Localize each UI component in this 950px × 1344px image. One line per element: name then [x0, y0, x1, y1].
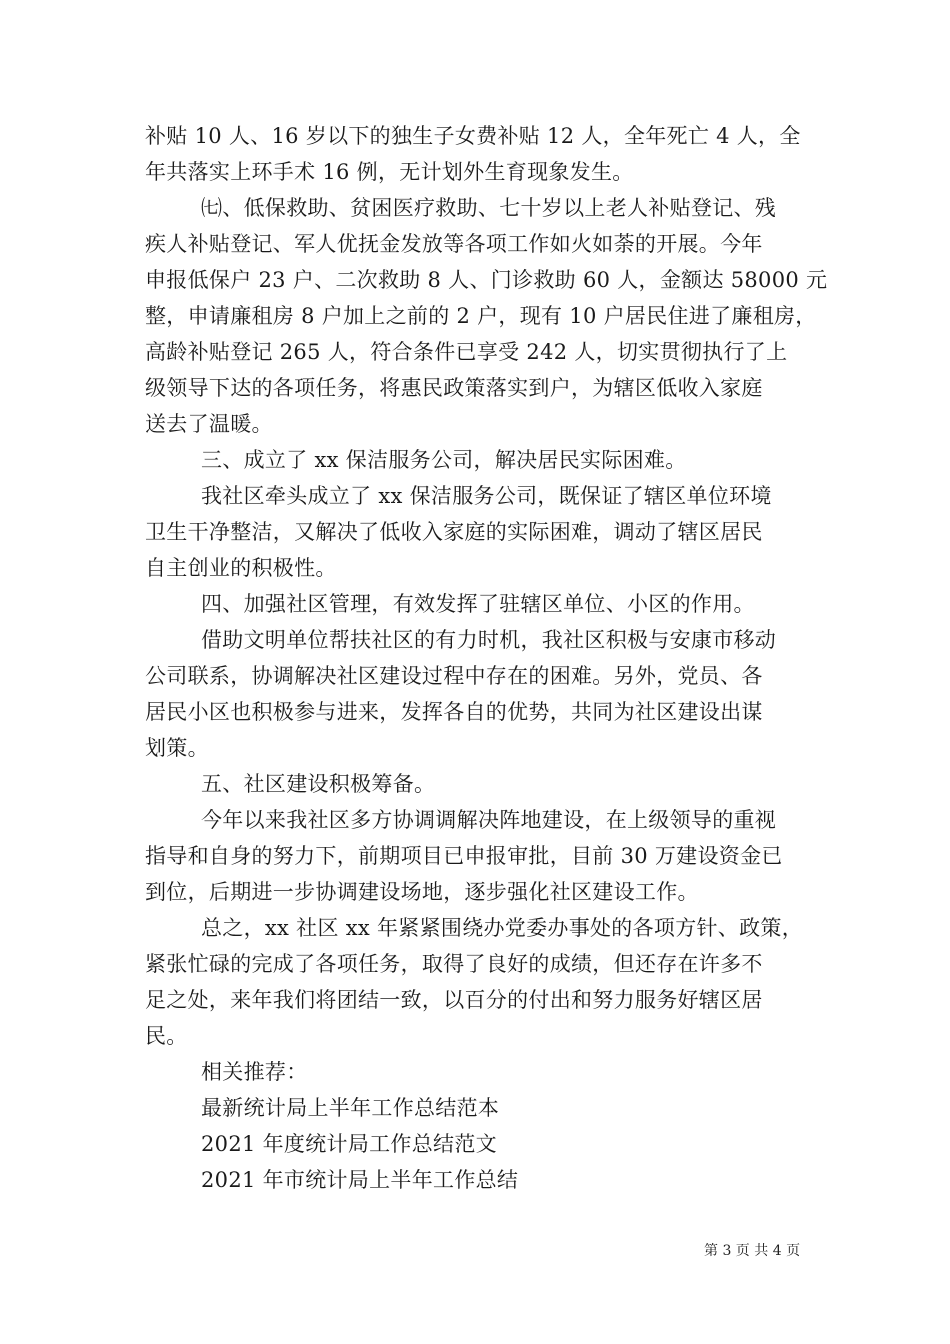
- text-line: 疾人补贴登记、军人优抚金发放等各项工作如火如荼的开展。今年: [145, 232, 763, 256]
- paragraph-start: 借助文明单位帮扶社区的有力时机，我社区积极与安康市移动: [201, 628, 777, 652]
- text-line: 指导和自身的努力下，前期项目已申报审批，目前 30 万建设资金已: [145, 844, 783, 868]
- section-heading: 四、加强社区管理，有效发挥了驻辖区单位、小区的作用。: [201, 592, 755, 616]
- page-number: 第 3 页 共 4 页: [704, 1243, 801, 1259]
- text-line: 送去了温暖。: [145, 412, 273, 436]
- text-line: 足之处，来年我们将团结一致，以百分的付出和努力服务好辖区居: [145, 988, 763, 1012]
- text-line: 紧张忙碌的完成了各项任务，取得了良好的成绩，但还存在许多不: [145, 952, 763, 976]
- paragraph-start: 总之，xx 社区 xx 年紧紧围绕办党委办事处的各项方针、政策，: [201, 916, 803, 940]
- paragraph-start: 我社区牵头成立了 xx 保洁服务公司，既保证了辖区单位环境: [201, 484, 772, 508]
- text-line: 年共落实上环手术 16 例，无计划外生育现象发生。: [145, 160, 634, 184]
- text-line: 卫生干净整洁，又解决了低收入家庭的实际困难，调动了辖区居民: [145, 520, 763, 544]
- text-line: 申报低保户 23 户、二次救助 8 人、门诊救助 60 人，金额达 58000 元: [145, 268, 828, 292]
- text-line: 高龄补贴登记 265 人，符合条件已享受 242 人，切实贯彻执行了上: [145, 340, 788, 364]
- paragraph-start: 今年以来我社区多方协调调解决阵地建设，在上级领导的重视: [201, 808, 777, 832]
- related-link[interactable]: 2021 年市统计局上半年工作总结: [201, 1168, 519, 1192]
- text-line: 划策。: [145, 736, 209, 760]
- text-line: 到位，后期进一步协调建设场地，逐步强化社区建设工作。: [145, 880, 699, 904]
- text-line: 民。: [145, 1024, 188, 1048]
- related-link[interactable]: 最新统计局上半年工作总结范本: [201, 1096, 500, 1120]
- section-heading: 三、成立了 xx 保洁服务公司，解决居民实际困难。: [201, 448, 687, 472]
- related-heading: 相关推荐：: [201, 1060, 308, 1084]
- paragraph-start: ㈦、低保救助、贫困医疗救助、七十岁以上老人补贴登记、残: [201, 196, 777, 220]
- text-line: 公司联系，协调解决社区建设过程中存在的困难。另外，党员、各: [145, 664, 763, 688]
- section-heading: 五、社区建设积极筹备。: [201, 772, 436, 796]
- text-line: 级领导下达的各项任务，将惠民政策落实到户，为辖区低收入家庭: [145, 376, 763, 400]
- text-line: 补贴 10 人、16 岁以下的独生子女费补贴 12 人，全年死亡 4 人，全: [145, 124, 801, 148]
- text-line: 居民小区也积极参与进来，发挥各自的优势，共同为社区建设出谋: [145, 700, 763, 724]
- text-line: 整，申请廉租房 8 户加上之前的 2 户，现有 10 户居民住进了廉租房，: [145, 304, 817, 328]
- related-link[interactable]: 2021 年度统计局工作总结范文: [201, 1132, 497, 1156]
- text-line: 自主创业的积极性。: [145, 556, 337, 580]
